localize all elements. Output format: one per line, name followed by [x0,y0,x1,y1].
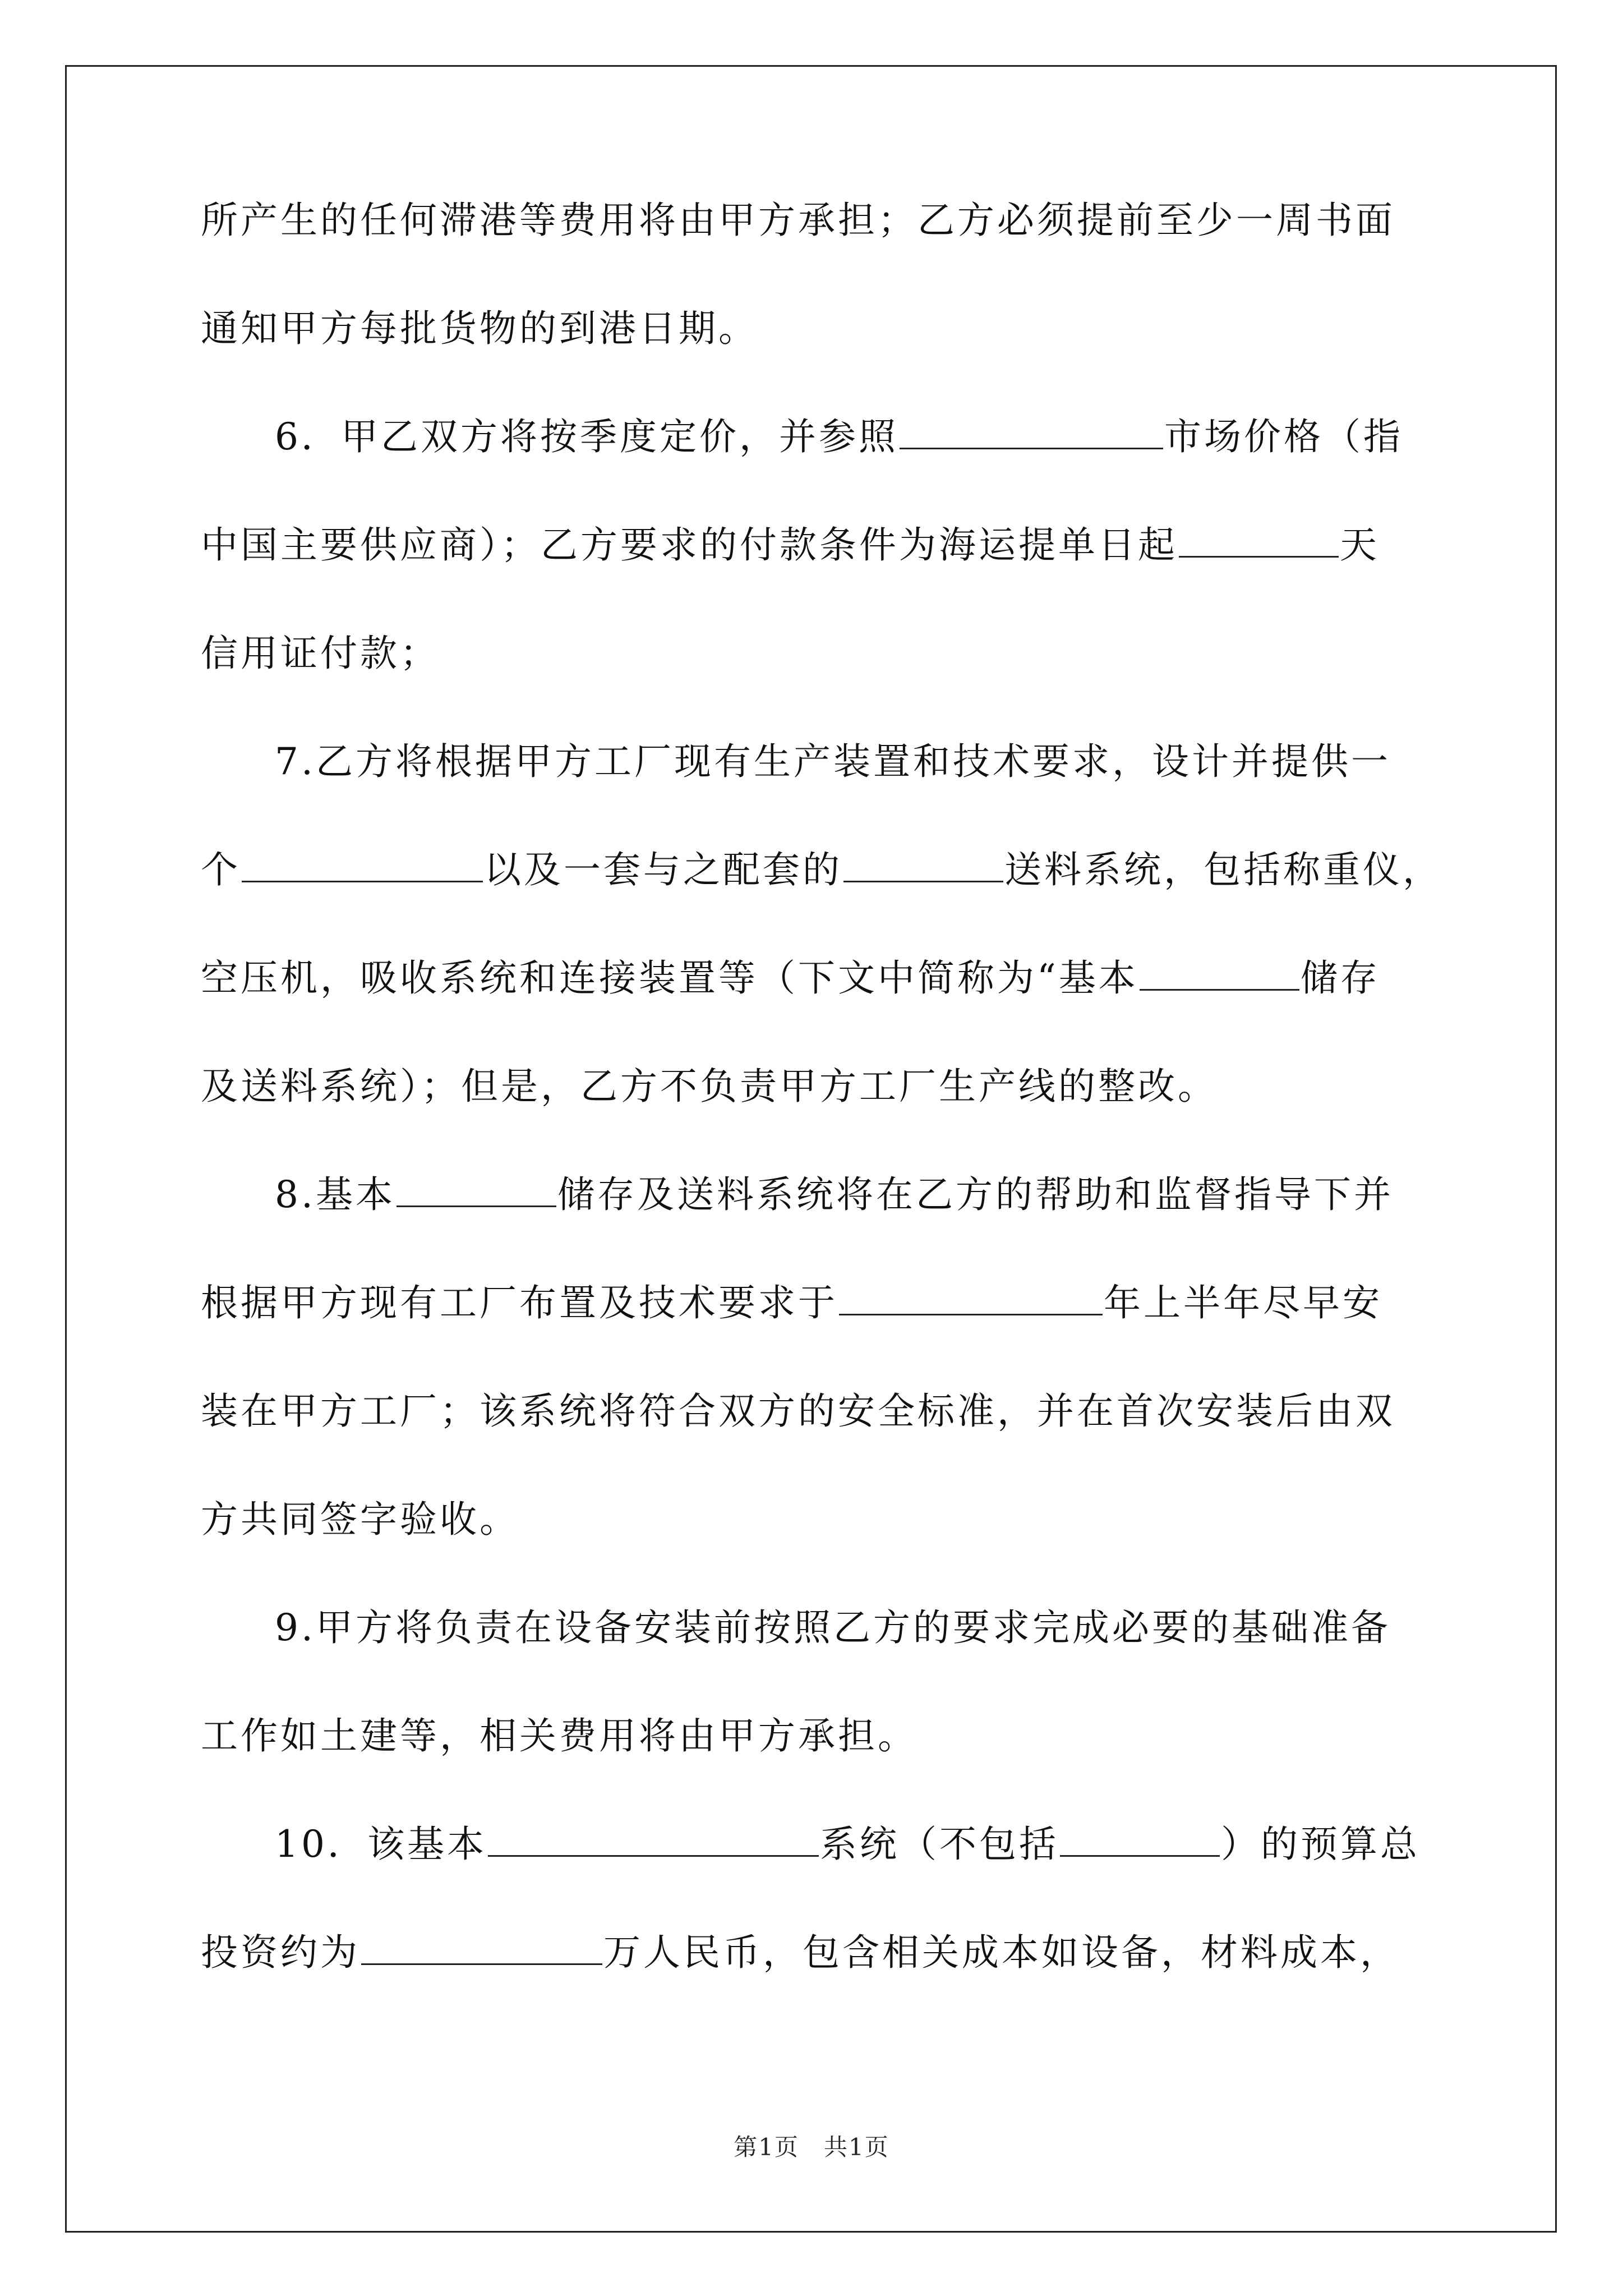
line-text: 工作如土建等，相关费用将由甲方承担。 [201,1714,917,1757]
clause-10-line-2 [201,1926,1429,1979]
text-line-2 [201,302,1429,355]
fill-blank-amount[interactable] [361,1930,602,1965]
document-body [201,194,1442,2034]
fill-blank-excluded[interactable] [1060,1821,1220,1857]
fill-blank-basic-2[interactable] [396,1172,556,1207]
line-text: 通知甲方每批货物的到港日期。 [201,307,758,350]
line-text: 及送料系统）；但是，乙方不负责甲方工厂生产线的整改。 [201,1065,1218,1108]
line-text: 投资约为 [201,1931,360,1974]
fill-blank-basic[interactable] [1140,955,1299,991]
clause-7-line-2 [201,843,1442,896]
line-text: 送料系统，包括称重仪， [1004,848,1442,891]
line-text: 系统（不包括 [819,1823,1059,1866]
line-text: 9.甲方将负责在设备安装前按照乙方的要求完成必要的基础准备 [275,1606,1391,1649]
clause-6-line-1 [201,410,1429,463]
line-text: 信用证付款； [201,632,440,675]
line-text: 天 [1340,523,1380,567]
clause-6-line-2 [201,518,1429,572]
line-text: 装在甲方工厂；该系统将符合双方的安全标准，并在首次安装后由双 [201,1389,1395,1433]
clause-8-line-2 [201,1276,1429,1329]
line-text: 所产生的任何滞港等费用将由甲方承担；乙方必须提前至少一周书面 [201,199,1395,242]
clause-8-line-1 [201,1168,1429,1221]
clause-8-line-3 [201,1384,1429,1438]
line-text: 10．该基本 [275,1823,487,1866]
line-text: 空压机，吸收系统和连接装置等（下文中简称为“基本 [201,956,1138,1000]
clause-6-line-3 [201,627,1429,680]
fill-blank-year[interactable] [839,1280,1103,1315]
line-text: 储存及送料系统将在乙方的帮助和监督指导下并 [557,1173,1394,1216]
fill-blank-days[interactable] [1179,522,1339,558]
line-text: 年上半年尽早安 [1104,1281,1382,1324]
clause-9-line-1 [201,1601,1429,1654]
clause-7-line-1 [201,735,1429,788]
line-text: 万人民币，包含相关成本如设备，材料成本， [603,1931,1400,1974]
clause-8-line-4 [201,1493,1429,1546]
line-text: 储存 [1300,956,1380,1000]
line-text: 以及一套与之配套的 [484,848,842,891]
line-text: 个 [201,848,241,891]
line-text: 8.基本 [275,1173,395,1216]
fill-blank-market[interactable] [900,414,1163,449]
clause-7-line-3 [201,951,1429,1005]
line-text: 方共同签字验收。 [201,1498,519,1541]
line-text: 根据甲方现有工厂布置及技术要求于 [201,1281,838,1324]
fill-blank-device[interactable] [242,847,483,882]
clause-10-line-1 [201,1818,1429,1871]
line-text: ）的预算总 [1220,1823,1420,1866]
line-text: 7.乙方将根据甲方工厂现有生产装置和技术要求，设计并提供一 [275,740,1391,783]
fill-blank-system[interactable] [488,1821,819,1857]
clause-9-line-2 [201,1709,1429,1763]
line-text: 中国主要供应商）；乙方要求的付款条件为海运提单日起 [201,523,1178,567]
page-number-footer: 第1页 共1页 [734,2133,889,2161]
fill-blank-feeding[interactable] [843,847,1003,882]
text-line-1 [201,194,1429,247]
line-text: 市场价格（指 [1164,415,1403,458]
line-text: 6．甲乙双方将按季度定价，并参照 [275,415,898,458]
clause-7-line-4 [201,1060,1429,1113]
